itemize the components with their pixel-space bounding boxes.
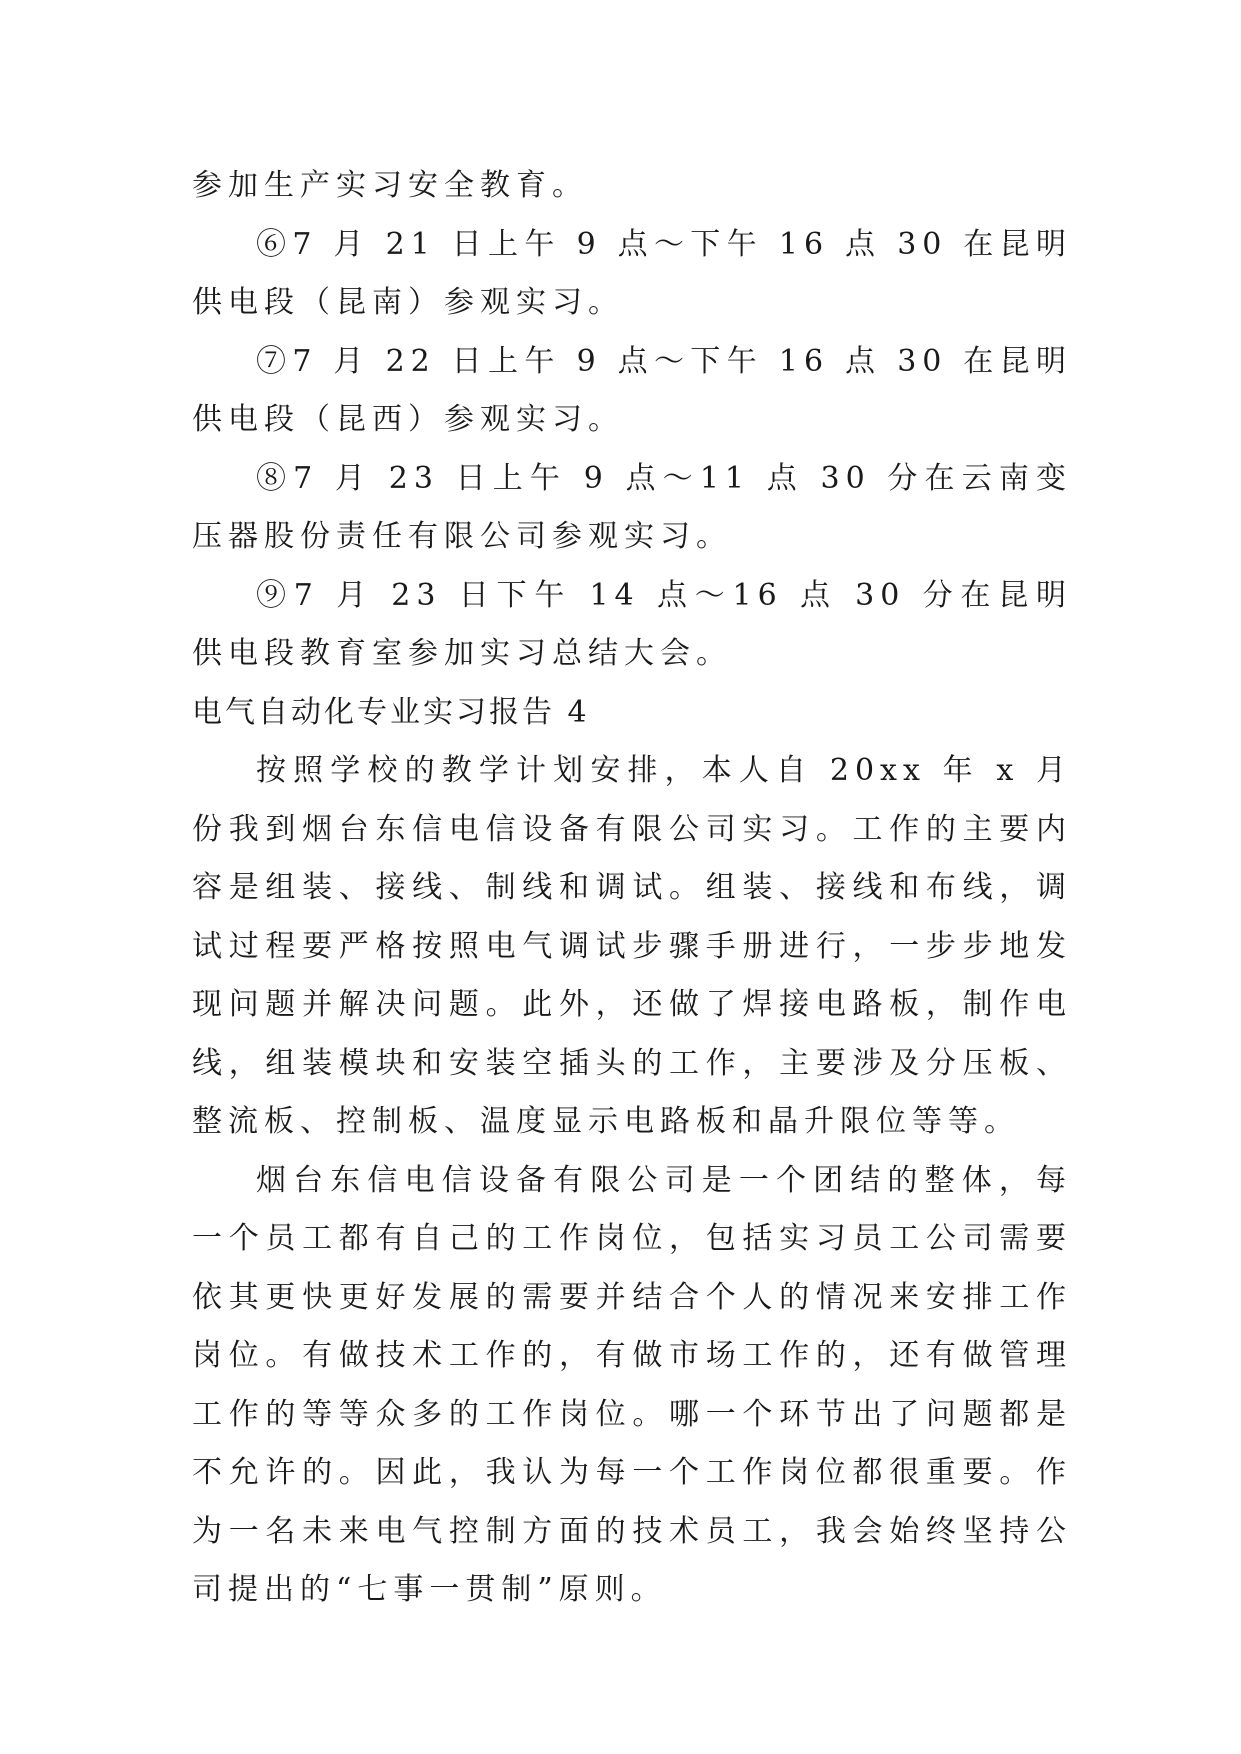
- paragraph-item-7: ⑦7 月 22 日上午 9 点～下午 16 点 30 在昆明供电段（昆西）参观实习。: [192, 343, 1072, 437]
- document-body: [192, 157, 1072, 1620]
- paragraph-item-9: ⑨7 月 23 日下午 14 点～16 点 30 分在昆明供电段教育室参加实习总结大会。: [192, 577, 1072, 671]
- paragraph-company-positions: 烟台东信电信设备有限公司是一个团结的整体，每一个员工都有自己的工作岗位，包括实习员工公司需要依其更快更好发展的需要并结合个人的情况来安排工作岗位。有做技术工作的，有做市场工作的，还有做管理工作的等等众多的工作岗位。哪一个环节出了问题都是不允许的。因此，我认为每一个工作岗位都很重要。作为一名未来电气控制方面的技术员工，我会始终坚持公司提出的“七事一贯制”原则。: [192, 1162, 1072, 1607]
- section-heading: 电气自动化专业实习报告 4: [192, 694, 590, 730]
- paragraph-item-8: ⑧7 月 23 日上午 9 点～11 点 30 分在云南变压器股份责任有限公司参观实习。: [192, 460, 1072, 554]
- paragraph-safety-education: 参加生产实习安全教育。: [192, 168, 588, 203]
- paragraph-internship-work: 按照学校的教学计划安排，本人自 20xx 年 x 月份我到烟台东信电信设备有限公司实习。工作的主要内容是组装、接线、制线和调试。组装、接线和布线，调试过程要严格按照电气调试步骤手册进行，一步步地发现问题并解决问题。此外，还做了焊接电路板，制作电线，组装模块和安装空插头的工作，主要涉及分压板、整流板、控制板、温度显示电路板和晶升限位等等。: [192, 753, 1072, 1139]
- paragraph-item-6: ⑥7 月 21 日上午 9 点～下午 16 点 30 在昆明供电段（昆南）参观实习。: [192, 226, 1072, 320]
